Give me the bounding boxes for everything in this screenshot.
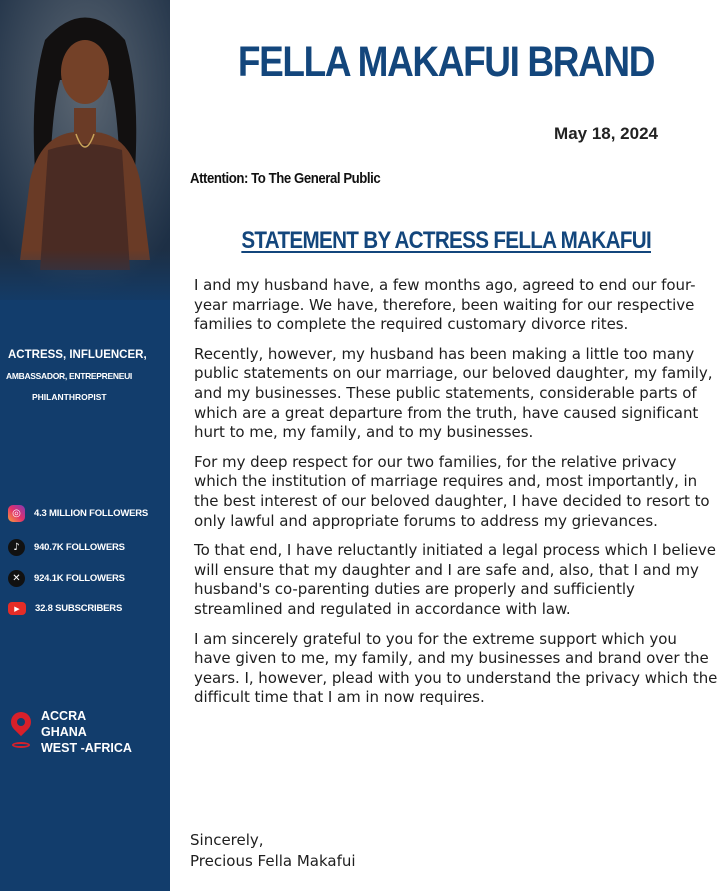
sidebar bbox=[0, 0, 170, 891]
attention-line: Attention: To The General Public bbox=[190, 170, 381, 187]
paragraph-1: I and my husband have, a few months ago, agreed to end our four-year marriage. We have, therefore, been waiting for our respective families to complete the required customary divorce rites. bbox=[194, 276, 696, 334]
brand-title: FELLA MAKAFUI BRAND bbox=[237, 38, 655, 86]
social-instagram[interactable] bbox=[8, 505, 168, 522]
closing bbox=[190, 830, 356, 872]
role-line-1: ACTRESS, INFLUENCER, bbox=[8, 349, 147, 361]
paragraph-5: I am sincerely grateful to you for the extreme support which you have given to me, my family, and my businesses and brand over the years. I, however, plead with you to understand the privacy which the difficult time that I am in now requires. bbox=[194, 629, 718, 707]
x-icon: ✕ bbox=[8, 570, 25, 587]
statement-body bbox=[194, 276, 718, 718]
youtube-subscribers: 32.8 SUBSCRIBERS bbox=[35, 603, 123, 614]
location-country: GHANA bbox=[41, 725, 87, 739]
role-line-3: PHILANTHROPIST bbox=[32, 392, 107, 402]
letter-date: May 18, 2024 bbox=[554, 124, 658, 143]
location-city: ACCRA bbox=[41, 709, 87, 723]
statement-title bbox=[172, 227, 720, 255]
youtube-icon: ▶ bbox=[8, 602, 26, 615]
paragraph-3: For my deep respect for our two families, for the relative privacy which the institution of marriage requires and, most importantly, in the best interest of our beloved daughter, I have decided to resort to only lawful and appropriate forums to address my grievances. bbox=[194, 452, 710, 530]
paragraph-2: Recently, however, my husband has been making a little too many public statements on our marriage, our beloved daughter, my family, and my businesses. These public statements, considerable parts of which are a great departure from the truth, have caused significant hurt to me, my family, and to my businesses. bbox=[194, 344, 713, 442]
social-youtube[interactable] bbox=[8, 602, 168, 615]
location bbox=[10, 708, 132, 756]
salutation: Sincerely, bbox=[190, 831, 264, 849]
location-region: WEST -AFRICA bbox=[41, 741, 132, 755]
social-tiktok[interactable] bbox=[8, 539, 168, 556]
role-line-2: AMBASSADOR, ENTREPRENEUI bbox=[6, 371, 132, 381]
signatory-name: Precious Fella Makafui bbox=[190, 852, 356, 870]
statement-title-text: STATEMENT BY ACTRESS FELLA MAKAFUI bbox=[241, 227, 651, 254]
instagram-followers: 4.3 MILLION FOLLOWERS bbox=[34, 508, 149, 519]
social-x[interactable] bbox=[8, 570, 168, 587]
map-pin-icon bbox=[10, 712, 32, 750]
location-text bbox=[41, 708, 132, 756]
tiktok-icon: ♪ bbox=[8, 539, 25, 556]
instagram-icon: ◎ bbox=[8, 505, 25, 522]
paragraph-4: To that end, I have reluctantly initiated a legal process which I believe will ensure that my daughter and I are safe and, also, that I and my husband's co-parenting duties are properly and sufficiently streamlined and regulated in accordance with law. bbox=[194, 541, 716, 618]
x-followers: 924.1K FOLLOWERS bbox=[34, 573, 125, 584]
tiktok-followers: 940.7K FOLLOWERS bbox=[34, 542, 125, 553]
